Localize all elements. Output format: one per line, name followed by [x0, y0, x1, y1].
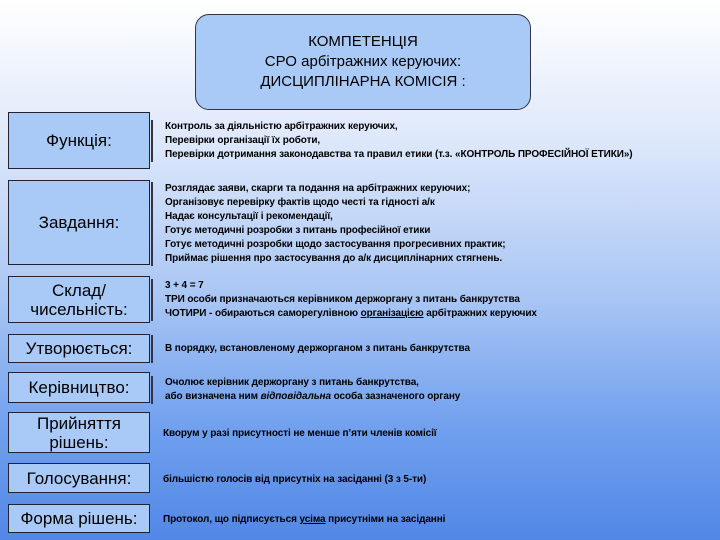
text-composition — [151, 279, 691, 321]
text-line: Готує методичні розробки з питань професійної етики — [165, 225, 431, 236]
label-formed: Утворюється: — [8, 334, 150, 363]
text-line: Перевірки дотримання законодавства та правил етики (т.з. «КОНТРОЛЬ ПРОФЕСІЙНОЇ ЕТИКИ») — [165, 149, 633, 160]
text-voting — [151, 473, 691, 487]
text-line: В порядку, встановленому держорганом з питань банкрутства — [165, 343, 470, 354]
title-line-3: ДИСЦИПЛІНАРНА КОМІСІЯ : — [260, 73, 466, 90]
text-line — [165, 307, 691, 321]
text-line: 3 + 4 = 7 — [165, 280, 204, 291]
text-function — [151, 120, 691, 162]
text-part: ЧОТИРИ - обираються саморегулівною — [165, 308, 358, 319]
text-part: Протокол, що підписується — [163, 514, 297, 525]
text-line: Розглядає заяви, скарги та подання на арбітражних керуючих; — [165, 183, 471, 194]
text-line — [165, 390, 691, 404]
label-voting: Голосування: — [8, 463, 150, 493]
text-leadership — [151, 376, 691, 404]
text-line: ТРИ особи призначаються керівником держоргану з питань банкрутства — [165, 294, 520, 305]
text-part: арбітражних керуючих — [426, 308, 537, 319]
text-line: більшістю голосів від присутніх на засіданні (3 з 5-ти) — [163, 474, 427, 485]
label-leadership: Керівництво: — [8, 372, 150, 403]
text-line: Приймає рішення про застосування до а/к дисциплінарних стягнень. — [165, 253, 503, 264]
label-function: Функція: — [8, 112, 150, 169]
text-line — [163, 513, 691, 527]
underlined-word: організацією — [360, 308, 424, 319]
text-part: або визначена ним — [165, 391, 258, 402]
label-tasks: Завдання: — [8, 180, 150, 265]
label-decision-form: Форма рішень: — [8, 504, 150, 533]
label-decisions: Прийняття рішень: — [8, 412, 150, 453]
text-line: Надає консультації і рекомендації, — [165, 211, 333, 222]
text-line: Перевірки організації їх роботи, — [165, 135, 321, 146]
title-box — [195, 14, 531, 110]
text-line: Контроль за діяльністю арбітражних керуючих, — [165, 121, 398, 132]
label-composition: Склад/ чисельність: — [8, 276, 150, 323]
underlined-word: усіма — [299, 514, 326, 525]
text-decision-form — [151, 513, 691, 527]
text-line: Кворум у разі присутності не менше п’яти членів комісії — [163, 428, 437, 439]
text-part: особа зазначеного органу — [333, 391, 461, 402]
text-decisions — [151, 427, 691, 441]
text-line: Організовує перевірку фактів щодо честі та гідності а/к — [165, 197, 435, 208]
text-line: Очолює керівник держоргану з питань банкрутства, — [165, 377, 419, 388]
text-line: Готує методичні розробки щодо застосування прогресивних практик; — [165, 239, 506, 250]
text-part: присутніми на засіданні — [328, 514, 446, 525]
title-line-1: КОМПЕТЕНЦІЯ — [308, 33, 418, 50]
title-line-2: СРО арбітражних керуючих: — [264, 53, 462, 70]
italic-word: відповідальна — [260, 391, 331, 402]
text-formed — [151, 335, 691, 363]
text-tasks — [151, 182, 691, 266]
